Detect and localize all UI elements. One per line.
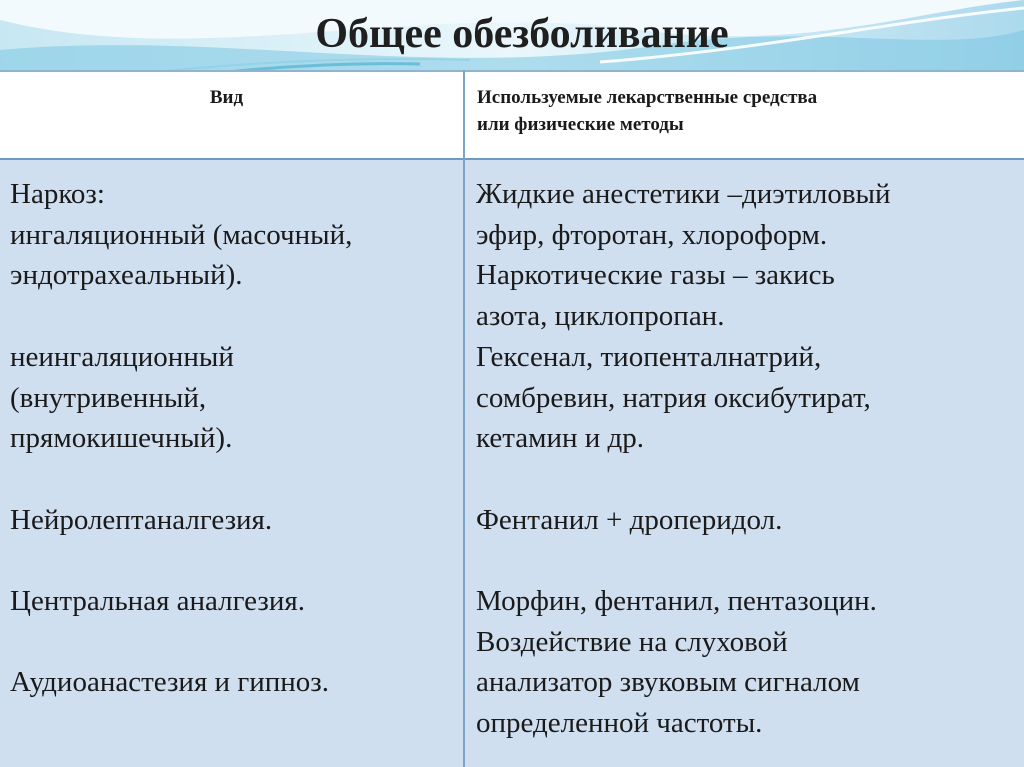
left-line: Центральная аналгезия. [10, 584, 305, 617]
spacer [10, 459, 460, 500]
left-line: ингаляционный (масочный, [10, 218, 353, 251]
left-line: прямокишечный). [10, 422, 233, 455]
spacer [10, 622, 460, 663]
right-line: сомбревин, натрия оксибутират, [476, 381, 871, 414]
left-line: эндотрахеальный). [10, 259, 243, 292]
header-type: Вид [209, 87, 244, 108]
left-line: неингаляционный [10, 340, 234, 373]
methods-cell [476, 174, 1021, 744]
right-line: Морфин, фентанил, пентазоцин. [476, 585, 877, 617]
spacer [476, 459, 1021, 500]
left-line: (внутривенный, [10, 381, 207, 414]
header-methods [465, 72, 1024, 158]
spacer [476, 540, 1021, 581]
right-line: анализатор звуковым сигналом [476, 666, 860, 699]
spacer [10, 296, 460, 337]
anesthesia-table [0, 70, 1024, 767]
right-line: кетамин и др. [476, 422, 645, 455]
right-line: Воздействие на слуховой [476, 625, 788, 658]
page-title: Общее обезболивание [315, 11, 729, 57]
header-methods-line2: или физические методы [477, 114, 684, 135]
right-line: Наркотические газы – закись [476, 259, 835, 292]
right-line: азота, циклопропан. [476, 300, 725, 333]
types-cell [10, 174, 460, 703]
right-line: Жидкие анестетики –диэтиловый [476, 178, 891, 210]
spacer [10, 540, 460, 581]
header-methods-line1: Используемые лекарственные средства [477, 87, 818, 108]
table-header-row [0, 70, 1024, 158]
right-line: Гексенал, тиопенталнатрий, [476, 340, 822, 373]
right-line: определенной частоты. [476, 707, 763, 740]
left-line: Нейролептаналгезия. [10, 503, 273, 536]
right-line: эфир, фторотан, хлороформ. [476, 218, 828, 251]
left-line: Аудиоанастезия и гипноз. [10, 666, 329, 699]
left-line: Наркоз: [10, 178, 105, 210]
column-divider [463, 70, 465, 767]
table-body-row [0, 158, 1024, 767]
right-line: Фентанил + дроперидол. [476, 503, 783, 536]
